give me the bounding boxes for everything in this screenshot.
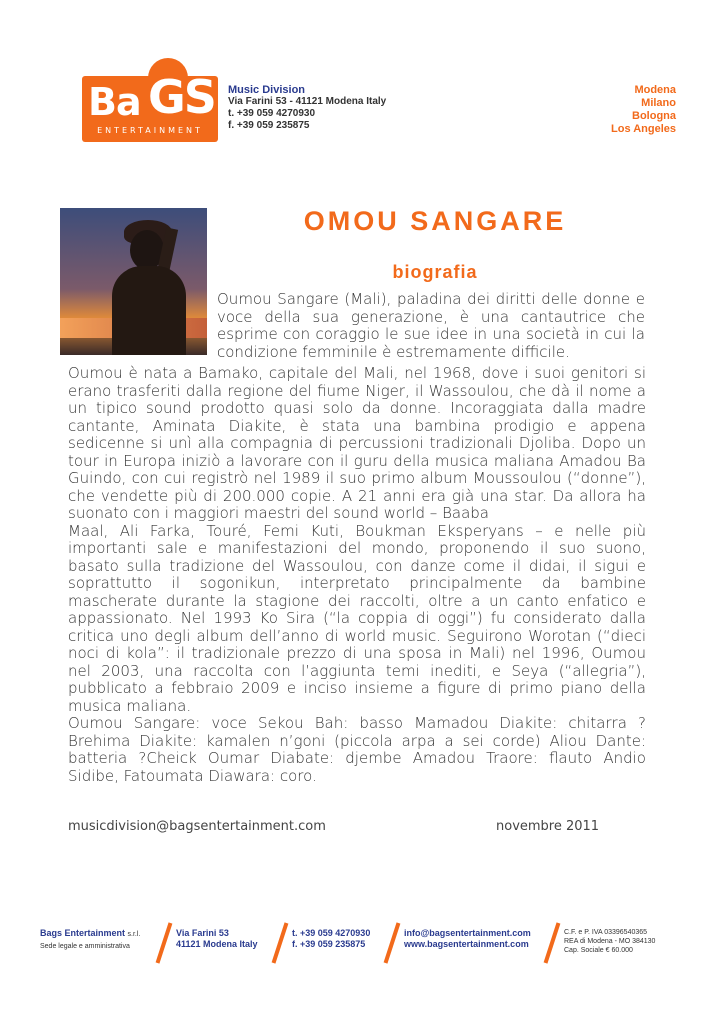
header-contact <box>228 84 386 132</box>
city-item: Modena <box>634 84 676 96</box>
divider <box>272 922 289 963</box>
footer-fax: f. +39 059 235875 <box>292 939 366 949</box>
page-subtitle: biografia <box>392 262 478 282</box>
city-item: Los Angeles <box>611 123 676 135</box>
page-title: OMOU SANGARE <box>303 206 567 236</box>
footer-web-link[interactable]: www.bagsentertainment.com <box>404 939 529 949</box>
header-phone: t. +39 059 4270930 <box>228 108 316 119</box>
logo-text-left: Ba <box>88 80 141 124</box>
footer-phone: t. +39 059 4270930 <box>292 928 371 938</box>
footer-email-link[interactable]: info@bagsentertainment.com <box>404 928 531 938</box>
logo-tagline: ENTERTAINMENT <box>97 126 203 135</box>
footer-company <box>40 928 140 952</box>
footer-vat: C.F. e P. IVA 03396540365 <box>564 929 648 936</box>
company-note: Sede legale e amministrativa <box>40 943 130 950</box>
header-address: Via Farini 53 - 41121 Modena Italy <box>228 96 387 107</box>
header-fax: f. +39 059 235875 <box>228 120 310 131</box>
footer-capital: Cap. Sociale € 60.000 <box>564 947 633 954</box>
footer-street: Via Farini 53 <box>176 928 229 938</box>
lineup-paragraph: Oumou Sangare: voce Sekou Bah: basso Mamadou Diakite: chitarra ?Brehima Diakite: kamalen n’goni (piccola arpa a sei corde) Aliou Dante: batteria ?Cheick Oumar Diabate: djembe Amadou Traore: flauto Andio Sidibe, Fatoumata Diawara: coro. <box>68 714 646 785</box>
divider <box>156 922 173 963</box>
contact-email: musicdivision@bagsentertainment.com <box>68 819 326 834</box>
artist-photo <box>60 208 207 355</box>
intro-paragraph: Oumou Sangare (Mali), paladina dei diritti delle donne e voce della sua generazione, è una cantautrice che esprime con coraggio le sue idee in una società in cui la condizione femminile è estremamente difficile. <box>217 290 645 361</box>
division-name: Music Division <box>228 84 306 96</box>
footer-legal <box>564 928 655 955</box>
logo-text-right: GS <box>148 70 215 124</box>
biography-body <box>68 365 646 785</box>
company-name: Bags Entertainment <box>40 928 126 938</box>
footer-city: 41121 Modena Italy <box>176 939 258 949</box>
bags-logo <box>82 58 218 142</box>
biography-paragraph: Maal, Ali Farka, Touré, Femi Kuti, Boukman Eksperyans – e nelle più importanti sale e manifestazioni del mondo, proponendo il suo suono, basato sulla tradizione del Wassoulou, con danze come il didai, il sigui e soprattutto il sogonikun, interpretato principalmente da bambine mascherate durante la stagione dei raccolti, oltre a un canto enfatico e appassionato. Nel 1993 Ko Sira (“la coppia di oggi”) fu considerato dalla critica uno degli album dell’anno di world music. Seguirono Worotan (“dieci noci di kola”: il tradizionale prezzo di una sposa in Mali) nel 1996, Oumou nel 2003, una raccolta con l’aggiunta temi inediti, e Seya (“allegria”), pubblicato a febbraio 2009 e inciso insieme a figure di primo piano della musica maliana. <box>68 521 646 715</box>
divider <box>544 922 561 963</box>
city-item: Milano <box>641 97 676 109</box>
footer-phone-block <box>292 928 370 950</box>
footer-rea: REA di Modena - MO 384130 <box>564 938 656 945</box>
footer-bar <box>40 928 690 968</box>
document-date: novembre 2011 <box>496 819 600 834</box>
footer-web-block <box>404 928 531 950</box>
city-list <box>611 84 676 136</box>
divider <box>384 922 401 963</box>
footer-address <box>176 928 258 950</box>
city-item: Bologna <box>632 110 676 122</box>
biography-paragraph: Oumou è nata a Bamako, capitale del Mali, nel 1968, dove i suoi genitori si erano trasferiti dalla regione del fiume Niger, il Wassoulou, che dà il nome a un tipico sound prodotto quasi solo da donne. Incoraggiata dalla madre cantante, Aminata Diakite, è stata una bambina prodigio e appena sedicenne si unì alla compagnia di percussioni tradizionali Djoliba. Dopo un tour in Europa iniziò a lavorare con il guru della musica maliana Amadou Ba Guindo, con cui registrò nel 1989 il suo primo album Moussoulou (“donne”), che vendette più di 200.000 copie. A 21 anni era già una star. Da allora ha suonato con i maggiori maestri del sound world – Baaba <box>68 364 646 522</box>
company-suffix: s.r.l. <box>127 931 141 938</box>
